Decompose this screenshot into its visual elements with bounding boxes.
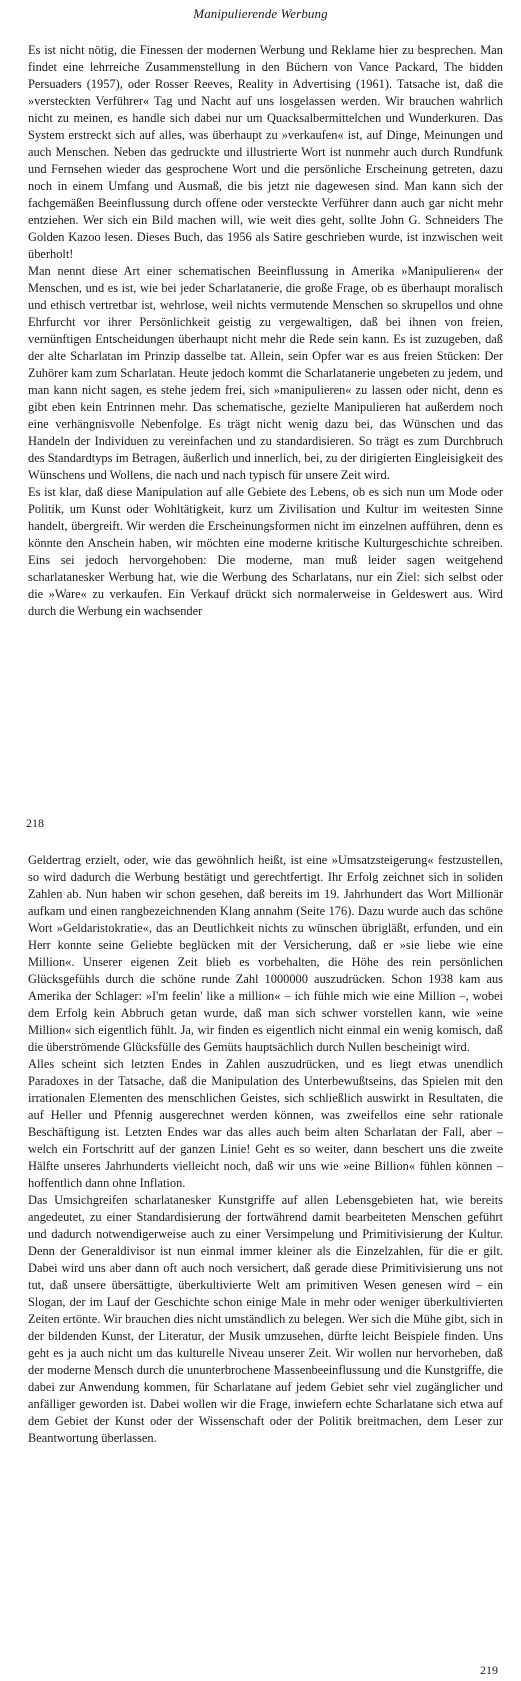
paragraph: Geldertrag erzielt, oder, wie das gewöhnlich heißt, ist eine »Umsatzsteigerung« festzustellen, so wird dadurch die Werbung bestätigt und gerechtfertigt. Ihr Erfolg zeichnet sich in soliden Zahlen ab. Nun haben wir schon gesehen, daß bereits im 19. Jahrhundert das Wort Millionär aufkam und einen rangbezeichnenden Klang annahm (Seite 176). Dazu wurde auch das schöne Wort »Geldaristokratie«, das an Deutlichkeit nichts zu wünschen übrigläßt, erfunden, und ein Herr konnte seine Geliebte beglücken mit der Versicherung, daß er »sie liebe wie eine Million«. Unserer eigenen Zeit blieb es vorbehalten, die Höhe des rein persönlichen Glücksgefühls durch die schöne runde Zahl 1000000 auszudrücken. Schon 1938 kam aus Amerika der Schlager: »I'm feelin' like a million« – ich fühle mich wie eine Million –, wobei dem Erfolg kein Abbruch getan wurde, daß man sich schwer vorstellen kann, wie »eine Million« sich eigentlich fühlt. Ja, wir finden es eigentlich nicht einmal ein wenig komisch, daß die überströmende Glücksfülle des Gemüts hauptsächlich durch Nullen bescheinigt wird.: [28, 853, 503, 1054]
paragraph: Man nennt diese Art einer schematischen Beeinflussung in Amerika »Manipulieren« der Menschen, und es ist, wie bei jeder Scharlatanerie, die große Frage, ob es überhaupt moralisch und ethisch vertretbar ist, wehrlose, weil nichts vermutende Menschen so skrupellos und ohne Ehrfurcht vor ihrer Persönlichkeit geistig zu vergewaltigen, daß bei ihnen von freien, vernünftigen Entscheidungen überhaupt nicht mehr die Rede sein kann. Es ist zuzugeben, daß der alte Scharlatan im Prinzip dasselbe tat. Allein, sein Opfer war es aus freien Stücken: Der Zuhörer kam zum Scharlatan. Heute jedoch kommt die Scharlatanerie ungebeten zu jedem, und man kann nicht sagen, es stehe jedem frei, sich »manipulieren« zu lassen oder nicht, denn es gibt eben kein Entrinnen mehr. Das schematische, gezielte Manipulieren hat außerdem noch eine verhängnisvolle Nebenfolge. Es trägt nicht wenig dazu bei, das Wünschen und das Handeln der Individuen zu vereinfachen und zu standardisieren. So trägt es zum Durchbruch des Standardtyps im Betragen, äußerlich und innerlich, bei, zu der dirigierten Eingleisigkeit des Wünschens und Wollens, die nach und nach typisch für unsere Zeit wird.: [28, 264, 503, 482]
running-head: Manipulierende Werbung: [193, 6, 328, 21]
page-body: [28, 852, 503, 1447]
paragraph: Es ist nicht nötig, die Finessen der modernen Werbung und Reklame hier zu besprechen. Man findet eine lehrreiche Zusammenstellung in den Büchern von Vance Packard, The hidden Persuaders (1957), oder Rosser Reeves, Reality in Advertising (1961). Tatsache ist, daß die »versteckten Verführer« Tag und Nacht auf uns losgelassen werden. Wir brauchen wahrlich nicht zu meinen, es handle sich dabei nur um Quacksalbermittelchen und Wunderkuren. Das System erstreckt sich auf alles, was überhaupt zu »verkaufen« ist, auf Dinge, Meinungen und auch Menschen. Neben das gedruckte und illustrierte Wort ist nunmehr auch durch Rundfunk und Fernsehen wieder das gesprochene Wort und die persönliche Erscheinung getreten, dazu noch in einem Umfang und Ausmaß, die bis jetzt nie dagewesen sind. Man kann sich der fachgemäßen Beeinflussung durch offene oder versteckte Verführer dann auch gar nicht mehr entziehen. Wer sich ein Bild machen will, wie weit dies geht, sollte John G. Schneiders The Golden Kazoo lesen. Dieses Buch, das 1956 als Satire geschrieben wurde, ist inzwischen weit überholt!: [28, 43, 503, 261]
book-page-219: [0, 842, 521, 1681]
paragraph: Es ist klar, daß diese Manipulation auf alle Gebiete des Lebens, ob es sich nun um Mode oder Politik, um Kunst oder Wohltätigkeit, kurz um Zivilisation und Kultur im weitesten Sinne handelt, übergreift. Wir werden die Erscheinungsformen nicht im einzelnen aufführen, denn es könnte den Anschein haben, wir möchten eine moderne kritische Kulturgeschichte schreiben. Eins sei jedoch hervorgehoben: Die moderne, man muß leider sagen weitgehend scharlatanesker Werbung hat, wie die Werbung des Scharlatans, nur ein Ziel: sich selbst oder die »Ware« zu verkaufen. Ein Verkauf drückt sich normalerweise in Geldeswert aus. Wird durch die Werbung ein wachsender: [28, 485, 503, 618]
book-page-218: [0, 0, 521, 834]
page-body: [28, 42, 503, 620]
page-number: 218: [26, 816, 44, 830]
paragraph: Alles scheint sich letzten Endes in Zahlen auszudrücken, und es liegt etwas unendlich Paradoxes in der Tatsache, daß die Manipulation des Unterbewußtseins, das Spielen mit den irrationalen Elementen des menschlichen Geistes, sich schließlich auswirkt in Resultaten, die auf Heller und Pfennig ausgerechnet werden können, was zweifellos eine sehr rationale Beschäftigung ist. Letzten Endes war das alles auch beim alten Scharlatan der Fall, aber – welch ein Fortschritt auf der ganzen Linie! Geht es so weiter, dann beschert uns die zweite Hälfte unseres Jahrhunderts vielleicht noch, daß wir uns wie »eine Billion« fühlen können – hoffentlich dann ohne Inflation.: [28, 1057, 503, 1190]
paragraph: Das Umsichgreifen scharlatanesker Kunstgriffe auf allen Lebensgebieten hat, wie bereits angedeutet, zu einer Standardisierung der fortwährend damit bearbeiteten Menschen geführt und dadurch notwendigerweise auch zu einer Versimpelung und Primitivisierung der Kultur. Denn der Generaldivisor ist nun einmal immer kleiner als die Einzelzahlen, für die er gilt. Dabei wird uns aber dann oft auch noch versichert, daß gerade diese Primitivisierung uns not tut, daß unsere übersättigte, überkultivierte Welt am primitiven Wesen genesen wird – ein Slogan, der im Lauf der Geschichte schon einige Male in mehr oder weniger überkultivierten Zeiten ertönte. Wir brauchen dies nicht umständlich zu belegen. Wer sich die Mühe gibt, sich in der bildenden Kunst, der Literatur, der Musik umzusehen, dürfte leicht Beispiele finden. Uns geht es ja auch nicht um das kulturelle Niveau unserer Zeit. Wir wollen nur hervorheben, daß der moderne Mensch durch die ununterbrochene Massenbeeinflussung und die Kunstgriffe, die dabei zur Anwendung kommen, für Scharlatane auf jedem Gebiet sehr viel zugänglicher und anfälliger geworden ist. Dabei wollen wir die Frage, inwiefern echte Scharlatane sich etwa auf dem Gebiet der Kunst oder der Wissenschaft oder der Politik breitmachen, dem Leser zur Beantwortung überlassen.: [28, 1193, 503, 1445]
page-number: 219: [480, 1663, 498, 1677]
